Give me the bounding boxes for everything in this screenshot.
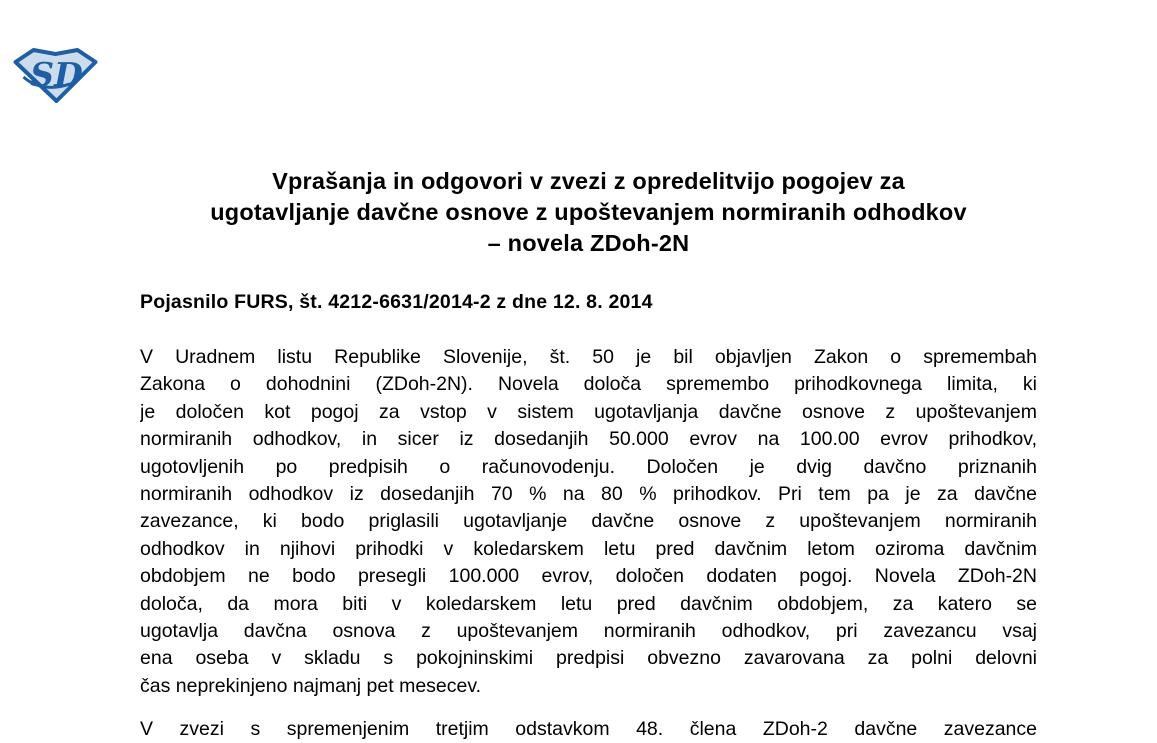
paragraph-line: normiranih odhodkov iz dosedanjih 70 % na 80 % prihodkov. Pri tem pa je za davčne [140, 482, 1037, 505]
paragraph-line: V Uradnem listu Republike Slovenije, št. 50 je bil objavljen Zakon o spremembah [140, 346, 1037, 368]
logo-letters: SD [30, 55, 83, 94]
paragraph-line: ugotavlja davčna osnova z upoštevanjem normiranih odhodkov, pri zavezancu vsaj [140, 619, 1037, 642]
paragraph-line: obdobjem ne bodo presegli 100.000 evrov, določen dodaten pogoj. Novela ZDoh-2N [140, 565, 1037, 588]
paragraph-line: čas neprekinjeno najmanj pet mesecev. [140, 674, 482, 697]
title-line-1: Vprašanja in odgovori v zvezi z opredelitvijo pogojev za [272, 168, 905, 194]
reference-line: Pojasnilo FURS, št. 4212-6631/2014-2 z dne 12. 8. 2014 [140, 291, 653, 313]
title-line-2: ugotavljanje davčne osnove z upoštevanjem normiranih odhodkov [210, 199, 967, 225]
sd-diamond-logo-icon [13, 46, 98, 104]
page-title [140, 166, 1037, 259]
paragraph-line: V zvezi s spremenjenim tretjim odstavkom 48. člena ZDoh-2 davčne zavezance [140, 718, 1037, 740]
paragraph-line: normiranih odhodkov, in sicer iz dosedanjih 50.000 evrov na 100.00 evrov prihodkov, [140, 428, 1037, 451]
body-paragraph [140, 344, 1037, 700]
paragraph-line: ena oseba v skladu s pokojninskimi predpisi obvezno zavarovana za polni delovni [140, 647, 1037, 670]
paragraph-line: je določen kot pogoj za vstop v sistem ugotavljanja davčne osnove z upoštevanjem [140, 400, 1037, 423]
paragraph-line: določa, da mora biti v koledarskem letu pred davčnim obdobjem, za katero se [140, 592, 1037, 615]
paragraph-line: Zakona o dohodnini (ZDoh-2N). Novela določa spremembo prihodkovnega limita, ki [140, 373, 1037, 396]
paragraph-line: ugotovljenih po predpisih o računovodenju. Določen je dvig davčno priznanih [140, 455, 1037, 478]
next-paragraph-clipped [140, 716, 1037, 743]
title-line-3: – novela ZDoh-2N [487, 230, 690, 256]
paragraph-line: zavezance, ki bodo priglasili ugotavljanje davčne osnove z upoštevanjem normiranih [140, 510, 1037, 533]
paragraph-line: odhodkov in njihovi prihodki v koledarskem letu pred davčnim letom oziroma davčnim [140, 537, 1037, 560]
